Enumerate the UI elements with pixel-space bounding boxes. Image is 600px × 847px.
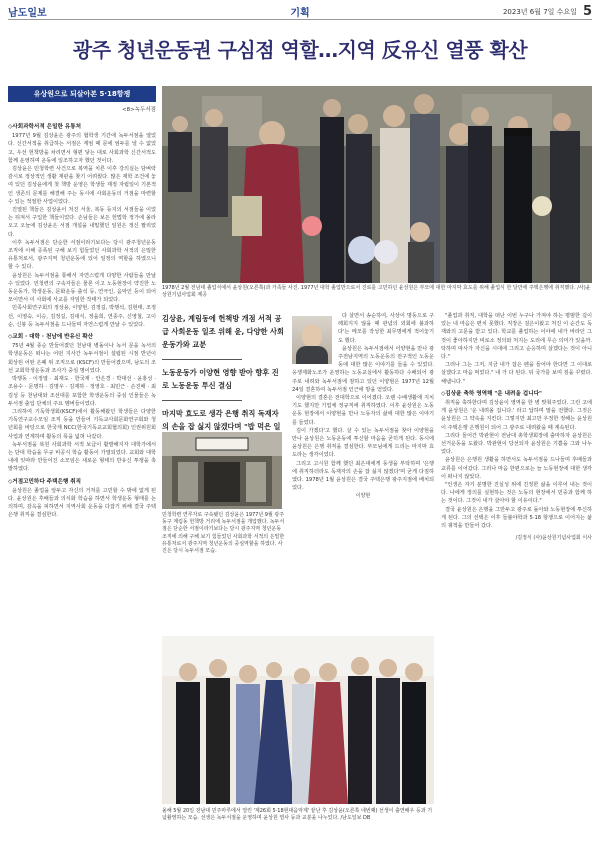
- pull-quote-1: 김상윤, 계림동에 헌책방 개점 서적 공급 사회운동 일조 위해 윤, 다양한 사회운동가와 교분: [162, 314, 284, 349]
- newspaper-name: 남도일보: [8, 8, 47, 19]
- paragraph: 박행동 · 이정열 · 최재도 · 한국재 · 안은경 · 박대선 · 윤홍성 · 조용수 · 문명하 · 김명우 · 김재하 · 정영호 · 최민근 · 손진배 · 최김성 등 천남대와 조선대를 포함한 학생운동의 중심 인물들은 녹두서점 출입 단체의 주요 멤버들이었다.: [8, 376, 156, 407]
- paragraph: 윤상원은 은행원 생활을 하면서도 녹두서점을 드나들며 후배들과 교류를 이어갔다. 그러나 마음 한편으로는 늘 노동현장에 대한 생각이 떠나지 않았다.: [441, 457, 592, 480]
- subheading: ◇교회 · 대학 · 천남에 반유신 확산: [8, 334, 94, 341]
- bookstore-photo-art: [162, 432, 282, 509]
- headline: 광주 청년운동권 구심점 역할…지역 反유신 열풍 확산: [72, 38, 528, 62]
- bookstore-photo-caption: 민청학련 연루자로 구속됐던 김상윤은 1977년 9월 광주 동구 계림동 헌책방 거리에 녹두서점을 개업했다. 녹두서점은 단순한 서점이라기보다는 당시 광주지역 청년운동 조직에 의해 구해 보기 힘들었던 사회과학 서적의 은밀한 유통처로서 광주지역 청년운동의 중심역할을 하였다. 사진은 당시 녹두서점 모습.: [162, 512, 285, 555]
- bookstore-photo: [162, 432, 282, 509]
- paragraph: 이양현의 결혼은 전대학으로 이어졌다. 오랜 수배생활에 지치기도 했지만 기업체 정규직에 취직하였다. 이후 윤상원은 노동운동 현장에서 이양현을 만나 노동자의 삶에 대한 많은 이야기를 들었다.: [292, 395, 434, 426]
- graduation-photo: [162, 86, 592, 283]
- graduation-photo-caption: 1978년 2월 전남대 졸업식에서 윤상원(오른쪽)과 가족들 사진. 1977년 대학 졸업반으로서 진로를 고민하던 윤상원은 부모에 대한 마지막 효도를 위해 졸업식 한 달만에 주택은행에 취직했다. /사)윤상원기념사업회 제공: [162, 285, 591, 298]
- page-number: 5: [582, 4, 592, 19]
- left-body-text: [8, 123, 156, 520]
- subheading: ◇사회과학서적 은밀한 유통처: [8, 124, 82, 130]
- paragraph: "인생은 자기 분명한 진실성 위에 진정한 삶을 이루어 내는 것이다. 나에게 정의를 실현하는 것은 노동의 현장에서 민중과 함께 하는 것이다. 그것이 내가 살아야 할 이유이다.": [441, 482, 592, 505]
- pull-quote-2: 노동운동가 이양현 영향 받아 향후 진로 노동운동 투신 결심: [162, 368, 279, 390]
- paragraph: 그러나 그는 그저, 지금 내가 잡은 펜을 들어야 한다면 그 이대로 살겠다고 마음 먹었다." 내 가 다 된다. 뒤 국가를 보며 짐을 꾸렸다. 해냅니다.": [441, 362, 592, 385]
- portrait-photo: [292, 316, 332, 364]
- section-name: 기획: [290, 8, 310, 19]
- series-subtitle: <8>녹두서점: [122, 107, 156, 113]
- subheading: ◇김상윤 축하 영역해 "운 내려올 겁니다": [441, 390, 542, 397]
- portrait-suit: [296, 346, 328, 364]
- paragraph: 김상윤은 민청학련 사건으로 복역을 치른 이후 강의실는 담벼락 감시로 정상적인 생활 재판을 찾기 어려웠다. 많은 재학 조건에 놓여 있던 김상윤에게 첫 책방 운영은 학생들 재정 자립일이 기본적인 생존의 문제를 해결해 주는 동시에 사회운동의 거점을 마련할 수 있는 적절한 사업이었다.: [8, 166, 156, 205]
- paragraph: 녹두서점을 복원 사회과학 서적 보급이 활발해지자 대학가에서는 단대 학습을 무규 비공식 학습 활동이 가열되었다. 교회와 대학 내에 잇따라 만들어진 소모임은 새로운 형태의 반유신 투쟁을 촉발하였다.: [8, 441, 156, 473]
- paragraph: 윤상원은 녹두서점에서 이양현을 만나 광주전남지역의 노동운동의 전구적인 노동운동에 대한 많은 이야기를 들을 수 있었다. 옹쟁제화노조가 운영하는 노동교실에서 활동하다 수배되어 광주로 내려와 녹두서점에 잠하고 있던 이양현은 1977년 12월 24일 결혼하여 녹두서점 인근에 방을 얻었다.: [292, 345, 434, 393]
- right-column: [441, 312, 592, 541]
- paragraph: 1977년 9월 김상윤은 광주의 협학생 기간에 녹두서점을 열었다. 신간서적을 취급하는 서점은 계엄 때 문에 엄두를 낼 수 없었고, 우선 헌책방을 차리면서 형편 닿는 대로 사회과학 신간서적도 함께 운영하며 운동에 일조하고자 했던 것이다.: [8, 133, 156, 164]
- pull-quote: [162, 312, 284, 446]
- middle-column: [292, 312, 434, 499]
- left-column: [8, 86, 156, 520]
- right-body-text: [441, 312, 592, 530]
- paragraph: 취직을 축하한다며 김상윤이 영역을 한 병 맞춰주었다. 그런 고에게 윤상원은 '운 내려올 겁니다.' 라고 답하며 말을 전했다. 그것은 윤상원은 그 약속을 지킨다. 그렇지만 최고만 우정한 정해는 윤상원이 주택은행 은행원이 되어 그 광주로 내려왔을 때 계속된다.: [441, 400, 592, 431]
- pull-quote-3: 마지막 효도로 생각 은행 취직 독재자의 손을 잡 싫지 않겠다며 "밥 먹은 일: [162, 409, 281, 431]
- paragraph: 윤상원은 녹두서점을 통해서 자연스럽게 다양한 사람들을 만날 수 있었다. 민청련의 구속자들은 물론 이고 노동현장이 약진한 노동운동가, 학생운동, 문화운동 출석 등, 연극인, 음악인 등이 되어 모이면서 이 사회에 사교를 자임한 작태가 되었다.: [8, 272, 156, 304]
- paragraph: 그리하여 기독학생회(KSCF)에서 활동해왔던 학생들은 다양한 기독연구교수모임 조직 등을 만들어 기독교사회문화연구회와 청년회를 바탕으로 한국계 NCC(한국기독교교회협의회) 인권위원회 사업과 연계하며 활동의 폭을 넓혀 나갔다.: [8, 408, 156, 440]
- portrait-face: [302, 324, 322, 348]
- portrait-name: 이양현: [355, 493, 371, 500]
- concert-group-photo: [162, 636, 434, 804]
- pull-quote-divider: [162, 359, 242, 360]
- paragraph: 이후 녹두서점은 단순한 서점이라기보다는 당시 광주청년운동 조직에 이해 증폭된 구해 보기 힘들었던 사회과학 서적의 은밀한 유통처로서, 광주지역 청년운동에 있어 일정의 역할을 하였으니 할 수 있다.: [8, 239, 156, 271]
- paragraph: "졸업과 취직, 대학을 떠난 이번 누구나 가져야 하는 평범한 길이었는 내 마음은 편치 못했다. 직장은 걸은이왔고 처진 이 순간도 독재와의 고문을 받고 있다. 학교를 졸업하는 이야에 내가 바라던 그 것이 좋아하지만 비로소 정의와 처지는 도리에 무슨 의미가 있을까. 탁하며 따사가 자신을 시대에 그리고 순응하며 살겠다는 것이 아니다.": [441, 313, 592, 361]
- issue-date: 2023년 6월 7일 수요일: [502, 7, 577, 16]
- paragraph: 다 살면서 송순하여, 사상이 명동으로 구례회지지 않을 때 관념의 외회에 불과하다'는 메모를 작성한 최무명에게 적어놓기도 했다.: [338, 313, 434, 344]
- paragraph: 75년 4월 종순 반들어졌던 천남대 병돌이나 녹서 문을 녹서의 학생운동은 떠나는 어떤 지사간 녹두서점이 설립된 시점 반년이 회상된 어떤 은폐 위 조직으로 (KSCF)의 만들어졌으며, 남도의 조선 교회학생운동과 조사가 중심 명이었다.: [8, 343, 156, 374]
- series-tag: 유상원으로 되살아본 5·18항쟁: [8, 86, 156, 102]
- masthead: [8, 4, 592, 20]
- paragraph: 김이 가겠다'고 했다. 살 수 있는 녹두서점을 찾아 이양현을 만나 윤상원은 노동운동에 투신할 마음을 굳히게 된다. 동시에 윤상원은 은행 취직을 결심한다. 부모님에게 드리는 마지막 효도라는 생각이었다.: [292, 427, 434, 459]
- subheading: ◇거점고민하다 주택은행 취직: [8, 478, 82, 485]
- paragraph: 결국 윤상원은 은행을 그만두고 광주로 돌아와 노동현장에 투신하게 된다. 그의 선택은 이후 들불야학과 5·18 항쟁으로 이어지는 삶의 궤적을 만들어 갔다.: [441, 506, 592, 530]
- paragraph: 진열된 책들은 김상윤이 처진 서울, 복동 등지의 서점들을 이었는 뒤져서 구입한 책들이었다. 손님들은 보든 헌법학 정가에 올라오고 오늘에 김상윤은 서점 개설을 내밀했던 일원은 정신 팔리었다.: [8, 207, 156, 238]
- graduation-photo-art: [162, 86, 592, 283]
- concert-group-photo-caption: 올해 5월 20일 전남대 민주마루에서 열린 '제26회 5·18현대음악제' 끝난 후 김상윤(오른쪽 네번째) 선생이 출연배우 등과 기념촬영하는 모습. 선생은 녹두서점을 운영하며 윤상원 열사 등과 교분을 나누었다. /남도일보 DB: [162, 808, 433, 821]
- paragraph: 민족사회연구회의 정상용, 이양현, 김정길, 박행석, 김현태, 조정선, 이영숙, 이승, 김정길, 김대식, 정을희, 연종주, 신영철, 고이순, 신봉 등 녹두서점을 드나들며 자연스럽게 만날 수 있었다.: [8, 305, 156, 328]
- paragraph: 윤상원은 졸업을 앞두고 자신의 거처를 고민할 수 밖에 없게 된다. 윤상원은 후배들과 의식화 학습을 하면서 학생운동 형태를 논의하며, 감옥을 피하면서 지역사회 운동을 다잡기 위해 결국 주택은행 취직을 결심한다.: [8, 487, 156, 519]
- paragraph: 그리다 들어간 박관현이 전남대 총학생회장에 출마하자 윤상원은 선거운동을 도왔다. 박관현이 당선되자 윤상원은 기쁨을 그와 나누었다.: [441, 432, 592, 456]
- signature: /김정식 (사)윤상원기념사업회 이사: [515, 535, 592, 542]
- pull-quote-divider: [162, 400, 242, 401]
- concert-group-photo-art: [162, 636, 434, 804]
- paragraph: 그리고 고시원 함께 했던 최은대에게 동생을 부탁하며 '은행에 취직하더라도 독재자의 손을 잡 싫지 않겠다'며 굳게 다짐하였다. 1978년 1월 윤상원은 결국 주택은행 광주지점에 배치되었다.: [292, 460, 434, 492]
